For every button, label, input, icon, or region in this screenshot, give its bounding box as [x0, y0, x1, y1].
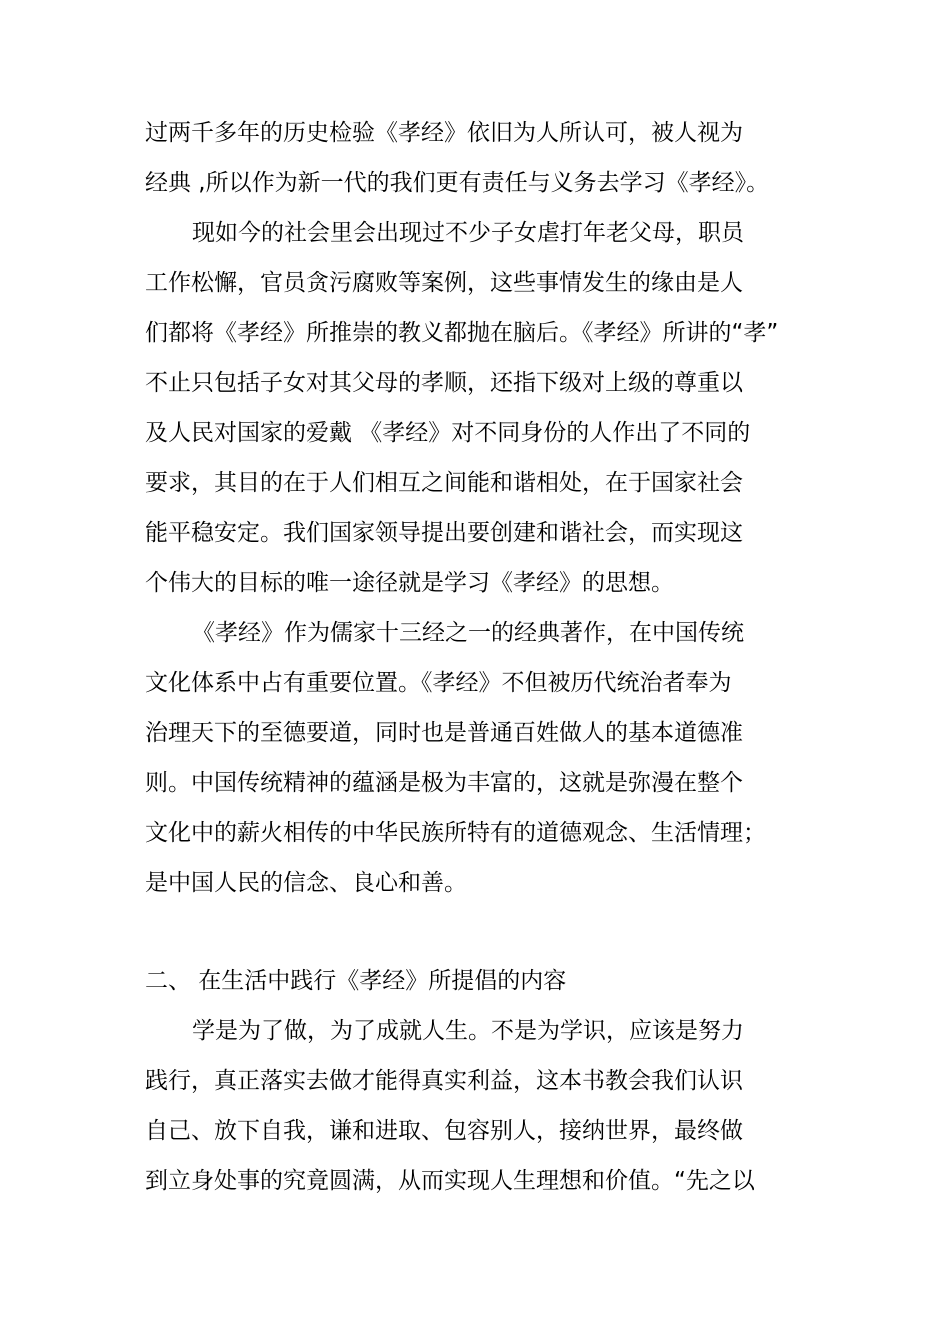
- text-line: 治理天下的至德要道，同时也是普通百姓做人的基本道德准: [145, 720, 743, 746]
- text-line: 文化中的薪火相传的中华民族所特有的道德观念、生活情理；: [145, 820, 766, 846]
- section-heading: 二、 在生活中践行《孝经》所提倡的内容: [145, 968, 567, 994]
- text-line: 过两千多年的历史检验《孝经》依旧为人所认可，被人视为: [145, 120, 743, 146]
- text-line: 到立身处事的究竟圆满，从而实现人生理想和价值。“先之以: [145, 1168, 755, 1194]
- text-line: 们都将《孝经》所推崇的教义都抛在脑后。《孝经》所讲的“孝”: [145, 320, 779, 346]
- text-line: 是中国人民的信念、良心和善。: [145, 870, 467, 896]
- text-line: 文化体系中占有重要位置。《孝经》不但被历代统治者奉为: [145, 670, 732, 696]
- text-line: 不止只包括子女对其父母的孝顺，还指下级对上级的尊重以: [145, 370, 743, 396]
- paragraph-first-line: 学是为了做，为了成就人生。不是为学识，应该是努力: [192, 1018, 744, 1044]
- text-line: 及人民对国家的爱戴 《孝经》对不同身份的人作出了不同的: [145, 420, 751, 446]
- text-line: 个伟大的目标的唯一途径就是学习《孝经》的思想。: [145, 570, 674, 596]
- text-line: 自己、放下自我，谦和进取、包容别人，接纳世界，最终做: [145, 1118, 743, 1144]
- paragraph-first-line: 《孝经》作为儒家十三经之一的经典著作，在中国传统: [192, 620, 744, 646]
- text-line: 工作松懈，官员贪污腐败等案例，这些事情发生的缘由是人: [145, 270, 743, 296]
- paragraph-first-line: 现如今的社会里会出现过不少子女虐打年老父母，职员: [192, 220, 744, 246]
- text-line: 经典 ,所以作为新一代的我们更有责任与义务去学习《孝经》。: [145, 170, 770, 196]
- text-line: 则。中国传统精神的蕴涵是极为丰富的，这就是弥漫在整个: [145, 770, 743, 796]
- text-line: 要求，其目的在于人们相互之间能和谐相处，在于国家社会: [145, 470, 743, 496]
- text-line: 能平稳安定。我们国家领导提出要创建和谐社会，而实现这: [145, 520, 743, 546]
- text-line: 践行，真正落实去做才能得真实利益，这本书教会我们认识: [145, 1068, 743, 1094]
